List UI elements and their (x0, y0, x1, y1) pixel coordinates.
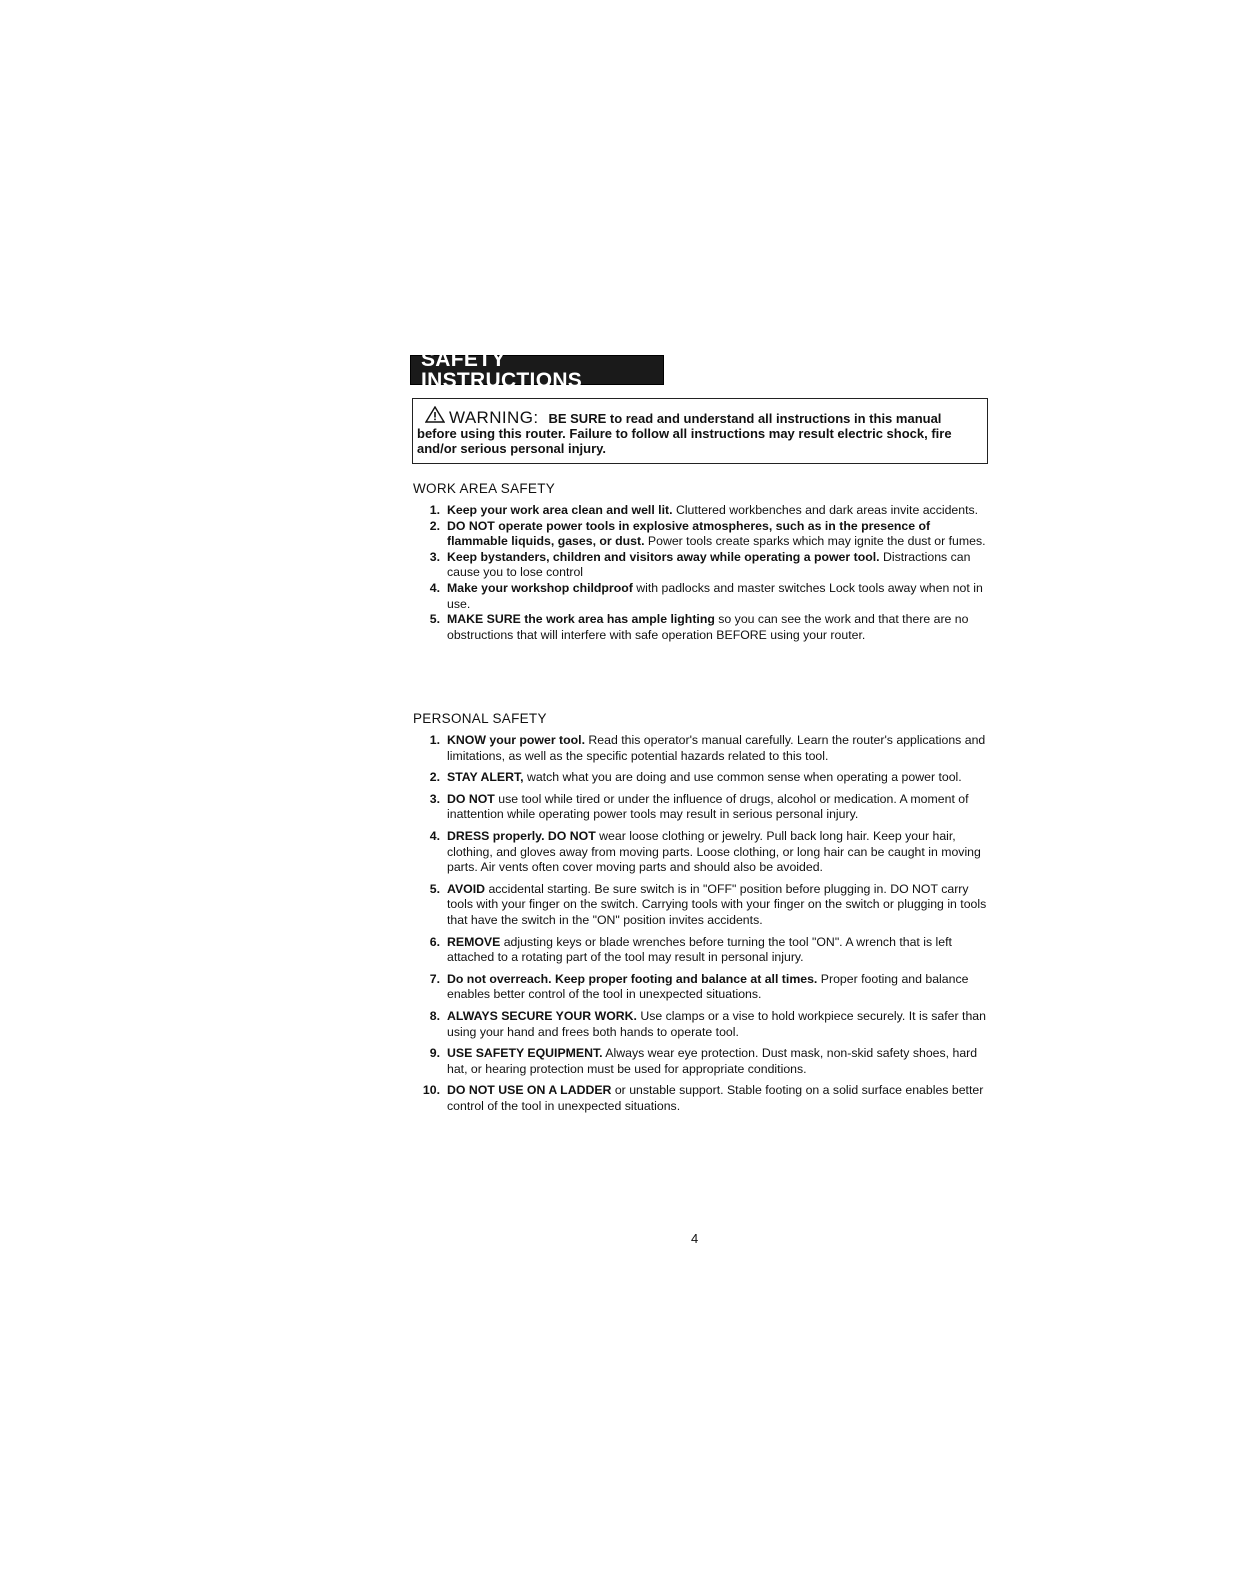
list-item: 5. MAKE SURE the work area has ample lighting so you can see the work and that there are no obstructions that will interfere with safe operation BEFORE using your router. (429, 612, 969, 642)
warning-text: BE SURE to read and understand all instructions in this manual before using this router. Failure to follow all instructions may result electric shock, fire and/or serious personal injury. (417, 411, 952, 456)
list-item: 6. REMOVE adjusting keys or blade wrenches before turning the tool "ON". A wrench that is left attached to a rotating part of the tool may result in personal injury. (429, 934, 952, 965)
list-item: 1. Keep your work area clean and well lit. Cluttered workbenches and dark areas invite accidents. (429, 503, 979, 517)
warning-box (412, 398, 988, 464)
list-item: 2. STAY ALERT, watch what you are doing and use common sense when operating a power tool. (429, 770, 962, 785)
list-item: 9. USE SAFETY EQUIPMENT. Always wear eye protection. Dust mask, non-skid safety shoes, hard hat, or hearing protection must be used for appropriate conditions. (429, 1046, 978, 1076)
warning-triangle-icon (425, 406, 445, 423)
list-item: 3. Keep bystanders, children and visitors away while operating a power tool. Distractions can cause you to lose control (429, 549, 971, 580)
section-banner (410, 348, 664, 392)
personal-safety-list (413, 733, 993, 1114)
list-item: 10. DO NOT USE ON A LADDER or unstable support. Stable footing on a solid surface enables better control of the tool in unexpected situations. (422, 1083, 984, 1113)
list-item: 4. Make your workshop childproof with padlocks and master switches Lock tools away when not in use. (429, 580, 983, 611)
page-number: 4 (691, 1231, 699, 1246)
list-item: 3. DO NOT use tool while tired or under the influence of drugs, alcohol or medication. A moment of inattention while operating power tools may result in serious personal injury. (429, 791, 969, 822)
list-item: 7. Do not overreach. Keep proper footing and balance at all times. Proper footing and balance enables better control of the tool in unexpected situations. (429, 971, 969, 1002)
warning-word: WARNING: (449, 408, 539, 427)
personal-safety-heading: PERSONAL SAFETY (413, 711, 547, 726)
list-item: 8. ALWAYS SECURE YOUR WORK. Use clamps or a vise to hold workpiece securely. It is safer than using your hand and frees both hands to operate tool. (429, 1008, 986, 1039)
list-item: 5. AVOID accidental starting. Be sure switch is in "OFF" position before plugging in. DO NOT carry tools with your finger on the switch. Carrying tools with your finger on the switch or plugging in tools that have the switch in the "ON" position invites accidents. (429, 881, 987, 927)
list-item: 1. KNOW your power tool. Read this operator's manual carefully. Learn the router's applications and limitations, as well as the specific potential hazards related to this tool. (429, 733, 986, 763)
warning-header (417, 406, 548, 425)
work-area-list (413, 503, 993, 643)
banner-title: SAFETY INSTRUCTIONS (421, 348, 583, 392)
work-area-heading: WORK AREA SAFETY (413, 481, 556, 496)
list-item: 2. DO NOT operate power tools in explosive atmospheres, such as in the presence of flammable liquids, gases, or dust. Power tools create sparks which may ignite the dust or fumes. (429, 518, 986, 549)
list-item: 4. DRESS properly. DO NOT wear loose clothing or jewelry. Pull back long hair. Keep your hair, clothing, and gloves away from moving parts. Loose clothing, or long hair can be caught in moving parts. Air vents often cover moving parts and should also be avoided. (429, 828, 981, 875)
